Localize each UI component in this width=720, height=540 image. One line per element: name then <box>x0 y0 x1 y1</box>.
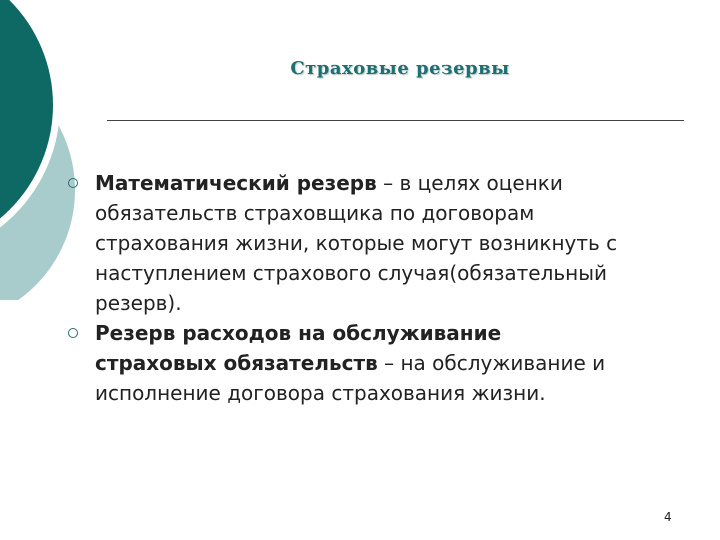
bullet-item-math-reserve <box>68 168 628 318</box>
bullet-text: – в целях оценки обязательств страховщика по договорам страхования жизни, которые могут возникнуть с наступлением страхового случая(обязательный резерв). <box>95 171 618 315</box>
bullet-icon <box>68 178 78 188</box>
title-divider <box>107 120 684 121</box>
bullet-icon <box>68 328 78 338</box>
bullet-item-expense-reserve <box>68 318 628 408</box>
page-number: 4 <box>664 510 672 524</box>
bullet-list <box>68 168 628 408</box>
bullet-text: – на обслуживание и исполнение договора страхования жизни. <box>95 351 606 405</box>
slide-title: Страховые резервы <box>290 58 510 79</box>
bullet-term: Резерв расходов на обслуживание страховых обязательств <box>95 321 502 375</box>
bullet-term: Математический резерв <box>95 171 377 195</box>
